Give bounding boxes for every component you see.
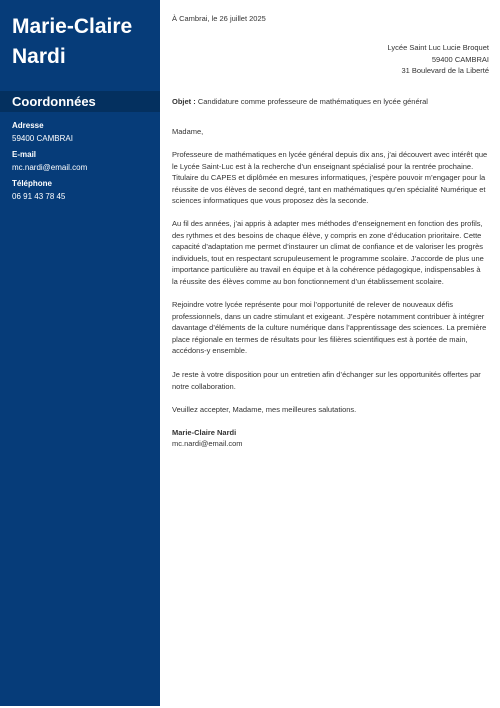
recipient-line-2: 59400 CAMBRAI [431, 54, 489, 64]
candidate-first-name: Marie-Claire [12, 15, 133, 38]
address-value: 59400 CAMBRAI [12, 134, 73, 143]
paragraph-1: Professeure de mathématiques en lycée général depuis dix ans, j’ai découvert avec intérêt que le Lycée Saint-Luc est à la recherche d’un enseignant spécialisé pour la rentrée prochaine. Titulaire du CAPES et diplômée en mesures informatiques, j’espère pouvoir m’engager pour la réussite de vos élèves de second degré, tant en mathématiques qu’en spécialité Numérique et sciences informatiques que vous proposez dès la seconde. [172, 150, 488, 206]
email-block [12, 149, 157, 173]
paragraph-4: Je reste à votre disposition pour un entretien afin d’échanger sur les opportunités offertes par notre collaboration. [172, 370, 481, 391]
phone-value: 06 91 43 78 45 [12, 192, 66, 201]
address-label: Adresse [12, 121, 44, 130]
letter-subject [172, 96, 428, 108]
signature-name: Marie-Claire Nardi [172, 428, 237, 437]
email-label: E-mail [12, 150, 37, 159]
contact-section-title: Coordonnées [12, 94, 96, 109]
candidate-name [12, 12, 152, 72]
letter-body [172, 0, 488, 708]
email-value: mc.nardi@email.com [12, 163, 88, 172]
sidebar [0, 0, 160, 706]
recipient-line-1: Lycée Saint Luc Lucie Broquet [387, 43, 489, 52]
contact-section-header [0, 91, 160, 112]
subject-text: Candidature comme professeure de mathématiques en lycée général [197, 97, 428, 106]
paragraph-2: Au fil des années, j’ai appris à adapter mes méthodes d’enseignement en fonction des profils, des rythmes et des besoins de chaque élève, y compris en zone d’éducation prioritaire. Cette capacité d’adaptation me permet d’instaurer un climat de confiance et de valoriser les progrès individuels, tout en respectant scrupuleusement le programme scolaire. J’accorde de plus une importance particulière au travail en équipe et à la cohérence pédagogique, indispensables à la réussite des élèves comme au bon fonctionnement d’un établissement scolaire. [172, 219, 484, 286]
recipient-address [388, 42, 489, 77]
paragraph-3: Rejoindre votre lycée représente pour moi l’opportunité de relever de nouveaux défis professionnels, dans un cadre stimulant et exigeant. J’espère notamment contribuer à intégrer davantage d’éléments de la culture numérique dans l’apprentissage des sciences. La première place régionale en termes de résultats pour les filières scientifiques est à portée de main, accédons-y ensemble. [172, 300, 487, 356]
closing: Veuillez accepter, Madame, mes meilleures salutations. [172, 405, 357, 414]
salutation: Madame, [172, 127, 204, 136]
phone-label: Téléphone [12, 179, 53, 188]
candidate-last-name: Nardi [12, 45, 66, 68]
subject-label: Objet : [172, 97, 196, 106]
letter-date: À Cambrai, le 26 juillet 2025 [172, 14, 266, 23]
recipient-line-3: 31 Boulevard de la Liberté [401, 66, 489, 76]
phone-block [12, 178, 157, 202]
address-block [12, 120, 157, 144]
signature-email: mc.nardi@email.com [172, 439, 243, 448]
